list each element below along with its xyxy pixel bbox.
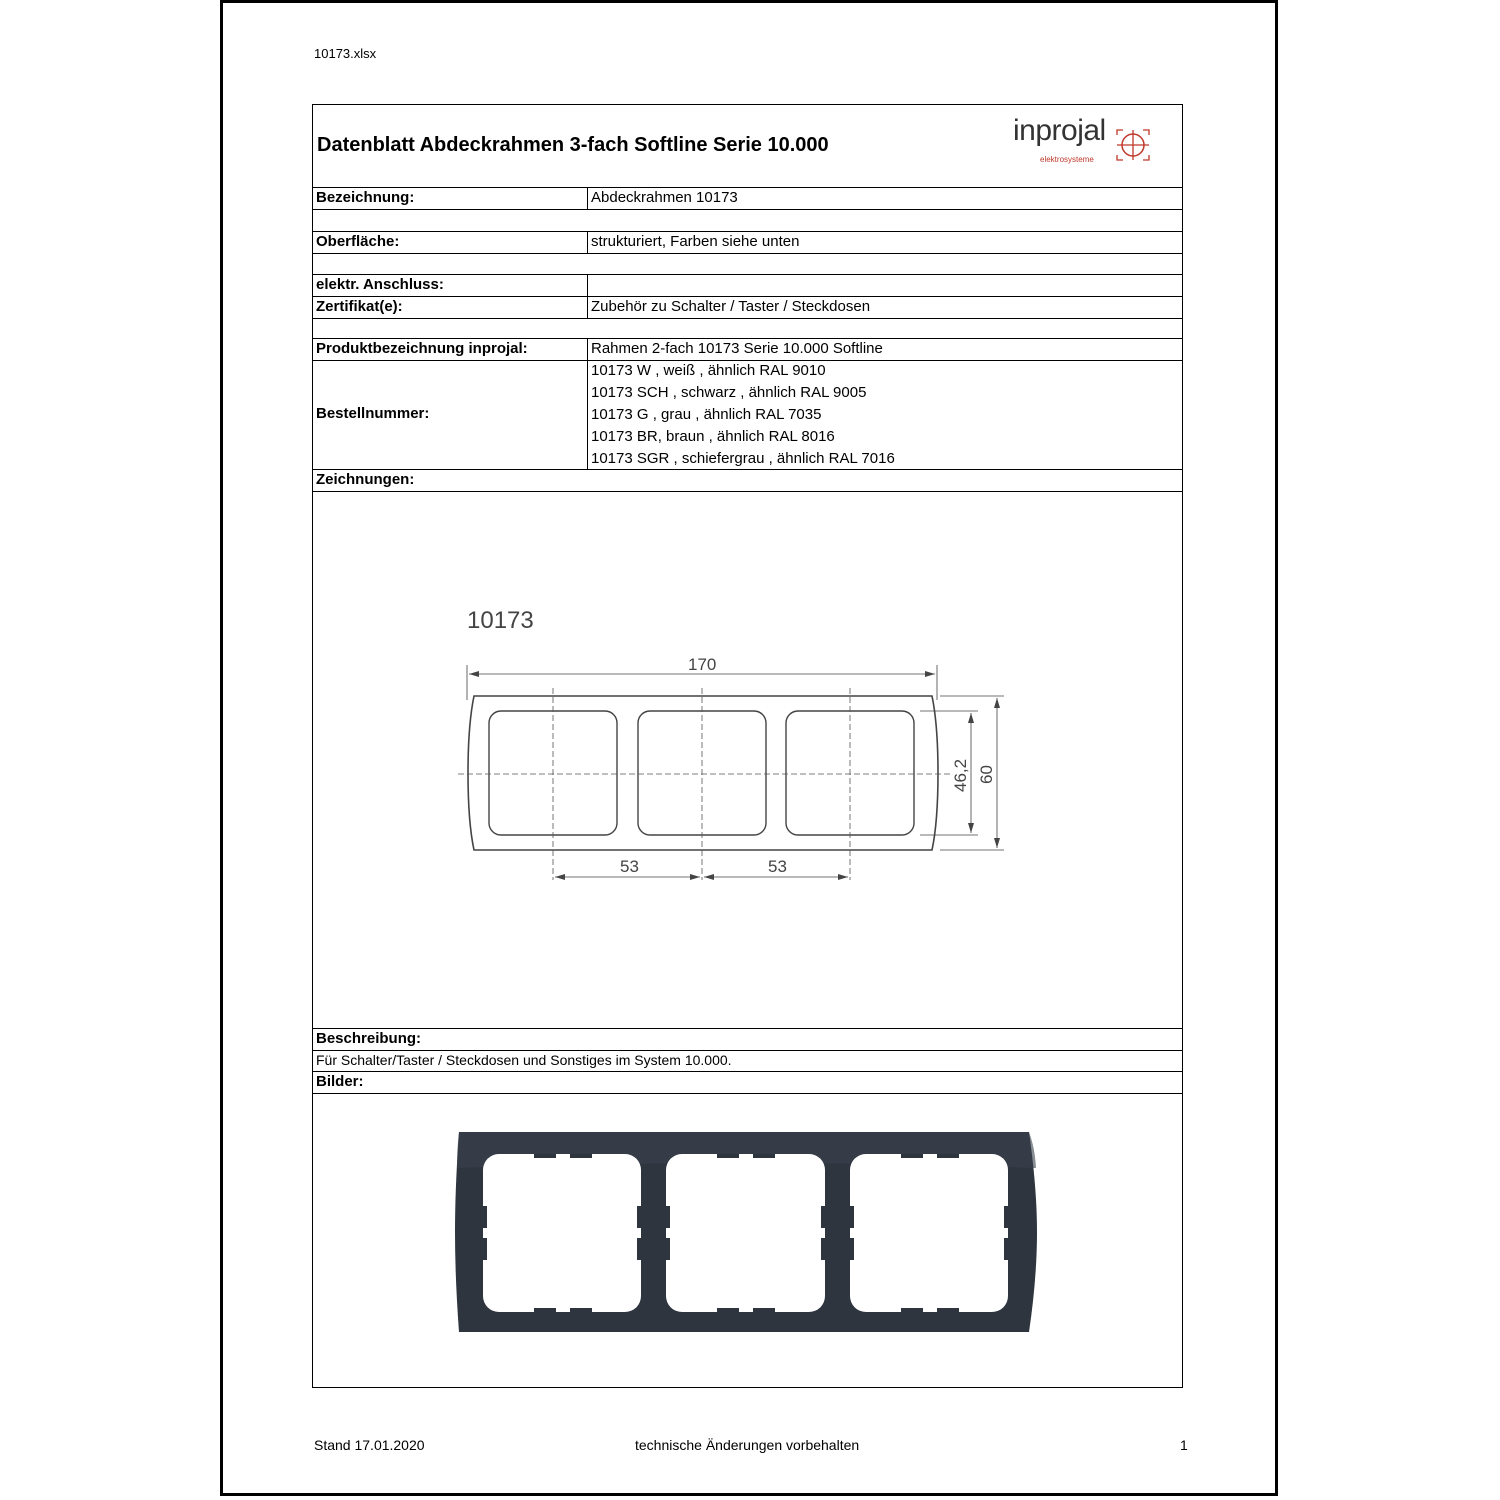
dim-width: 170 [688, 655, 717, 674]
order-number: 10173 BR, braun , ähnlich RAL 8016 [591, 428, 835, 445]
logo-crosshair-icon [1114, 127, 1152, 163]
table-rule [312, 1071, 1183, 1072]
dim-inner-height: 46,2 [951, 758, 970, 792]
order-number: 10173 W , weiß , ähnlich RAL 9010 [591, 362, 826, 379]
value-produkt: Rahmen 2-fach 10173 Serie 10.000 Softline [591, 340, 883, 357]
value-oberflaeche: strukturiert, Farben siehe unten [591, 233, 800, 250]
footer-date: Stand 17.01.2020 [314, 1437, 425, 1453]
section-beschreibung: Beschreibung: [316, 1030, 422, 1047]
label-anschluss: elektr. Anschluss: [316, 276, 444, 293]
table-rule [312, 209, 1183, 210]
label-zertifikat: Zertifikat(e): [316, 298, 403, 315]
technical-drawing [440, 590, 1020, 900]
label-bezeichnung: Bezeichnung: [316, 189, 415, 206]
column-rule [587, 231, 588, 253]
value-bezeichnung: Abdeckrahmen 10173 [591, 189, 738, 206]
footer-page-number: 1 [1180, 1437, 1188, 1453]
value-zertifikat: Zubehör zu Schalter / Taster / Steckdosen [591, 298, 871, 315]
logo-tagline: elektrosysteme [1040, 155, 1094, 164]
datasheet-title: Datenblatt Abdeckrahmen 3-fach Softline Serie 10.000 [317, 134, 829, 156]
product-photo [455, 1128, 1039, 1338]
dim-pitch-left: 53 [620, 857, 639, 876]
column-rule [587, 274, 588, 318]
order-number: 10173 G , grau , ähnlich RAL 7035 [591, 406, 822, 423]
dim-height: 60 [977, 765, 996, 784]
column-rule [587, 338, 588, 469]
dim-pitch-right: 53 [768, 857, 787, 876]
label-oberflaeche: Oberfläche: [316, 233, 400, 250]
table-rule [312, 1050, 1183, 1051]
table-rule [312, 253, 1183, 254]
value-bestellnummer-list [591, 360, 895, 470]
table-rule [312, 274, 1183, 275]
table-rule [312, 318, 1183, 319]
table-rule [312, 1093, 1183, 1094]
section-zeichnungen: Zeichnungen: [316, 471, 415, 488]
table-rule [312, 1028, 1183, 1029]
table-rule [312, 491, 1183, 492]
table-rule [312, 338, 1183, 339]
column-rule [587, 187, 588, 209]
table-rule [312, 187, 1183, 188]
description-text: Für Schalter/Taster / Steckdosen und Sonstiges im System 10.000. [316, 1052, 732, 1068]
label-bestellnummer: Bestellnummer: [316, 405, 430, 422]
drawing-part-number: 10173 [467, 607, 534, 634]
section-bilder: Bilder: [316, 1073, 364, 1090]
footer-note: technische Änderungen vorbehalten [635, 1437, 860, 1453]
order-number: 10173 SCH , schwarz , ähnlich RAL 9005 [591, 384, 867, 401]
file-name: 10173.xlsx [314, 46, 377, 61]
logo-brand: inprojal [1013, 114, 1106, 147]
table-rule [312, 231, 1183, 232]
order-number: 10173 SGR , schiefergrau , ähnlich RAL 7016 [591, 450, 895, 467]
label-produkt: Produktbezeichnung inprojal: [316, 340, 528, 357]
table-rule [312, 296, 1183, 297]
